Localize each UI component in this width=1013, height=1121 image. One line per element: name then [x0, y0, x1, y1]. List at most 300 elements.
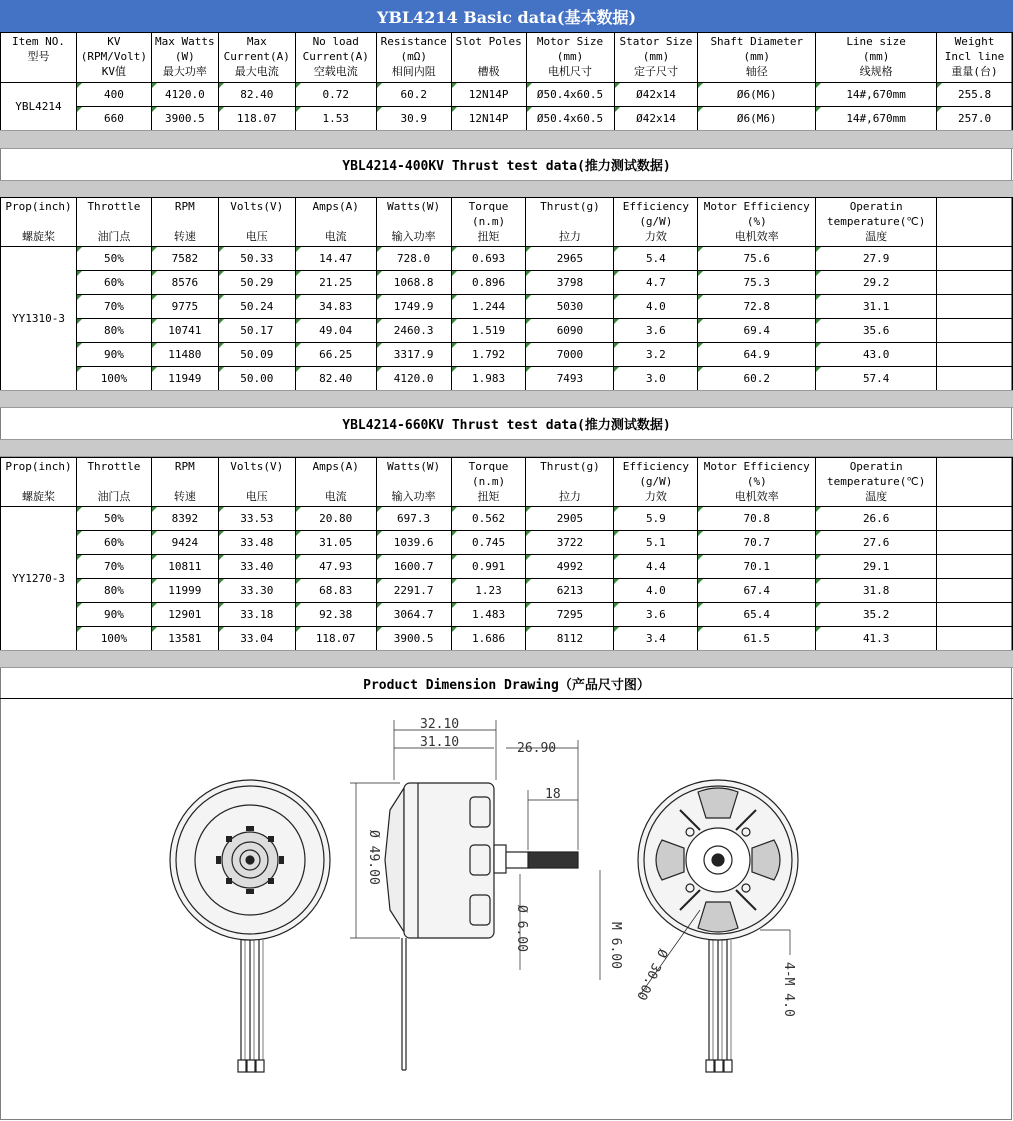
header-line: 电流: [324, 230, 347, 243]
header-line: 输入功率: [391, 490, 436, 503]
basic-header-1: [76, 33, 151, 83]
header-line: [219, 215, 295, 230]
data-cell: 33.48: [218, 531, 295, 555]
basic-cell: 257.0: [937, 107, 1013, 131]
basic-cell: 12N14P: [451, 83, 526, 107]
data-cell: 1.983: [451, 367, 526, 391]
table-row: [1, 555, 1013, 579]
data-cell: 10811: [151, 555, 218, 579]
data-cell: 43.0: [816, 343, 937, 367]
empty-cell: [937, 295, 1013, 319]
header-line: 输入功率: [391, 230, 436, 243]
data-cell: 9424: [151, 531, 218, 555]
header-line: (mm): [862, 50, 890, 63]
data-cell: 3317.9: [376, 343, 451, 367]
thrust-table-400kv: [0, 197, 1013, 391]
section-title-400kv: YBL4214-400KV Thrust test data(推力测试数据): [342, 159, 671, 174]
table-row: [1, 295, 1013, 319]
data-cell: 34.83: [295, 295, 376, 319]
data-cell: 75.3: [698, 271, 816, 295]
header-line: 油门点: [97, 230, 131, 243]
header-line: [77, 215, 151, 230]
header-line: Amps(A): [312, 460, 359, 473]
empty-header-cell: [937, 458, 1013, 507]
header-line: 油门点: [97, 490, 131, 503]
data-cell: 68.83: [295, 579, 376, 603]
table-row: [1, 507, 1013, 531]
header-line: Prop(inch): [5, 460, 72, 473]
data-cell: 3064.7: [376, 603, 451, 627]
basic-header-6: [451, 33, 526, 83]
header-line: Thrust(g): [540, 460, 600, 473]
basic-cell: 660: [76, 107, 151, 131]
data-cell: 61.5: [698, 627, 816, 651]
data-cell: 70.1: [698, 555, 816, 579]
empty-cell: [937, 579, 1013, 603]
thrust-header-8: [614, 198, 698, 247]
header-line: (%): [746, 215, 767, 228]
thrust-header-10: [816, 458, 937, 507]
data-cell: 70%: [76, 555, 151, 579]
dim-31-10: 31.10: [420, 735, 460, 750]
thrust-header-5: [376, 198, 451, 247]
basic-cell: 30.9: [376, 107, 451, 131]
table-row: [1, 531, 1013, 555]
data-cell: 33.30: [218, 579, 295, 603]
basic-cell: Ø50.4x60.5: [526, 107, 614, 131]
data-cell: 72.8: [698, 295, 816, 319]
data-cell: 9775: [151, 295, 218, 319]
data-cell: 67.4: [698, 579, 816, 603]
data-cell: 60%: [76, 531, 151, 555]
data-cell: 11949: [151, 367, 218, 391]
header-line: 转速: [173, 490, 196, 503]
header-line: Current(A): [302, 50, 369, 63]
header-line: 型号: [27, 50, 50, 63]
separator-band: [0, 130, 1013, 149]
thrust-header-1: [76, 458, 151, 507]
data-cell: 4.0: [614, 579, 698, 603]
data-cell: 27.6: [816, 531, 937, 555]
thrust-header-3: [218, 458, 295, 507]
header-line: RPM: [174, 460, 195, 473]
empty-cell: [937, 627, 1013, 651]
data-cell: 90%: [76, 603, 151, 627]
empty-cell: [937, 247, 1013, 271]
data-cell: 1039.6: [376, 531, 451, 555]
header-line: Motor Size: [536, 35, 604, 48]
header-line: Weight: [954, 35, 995, 48]
dim-26-90: 26.90: [517, 741, 557, 756]
dim-dia-30: Ø 30.00: [633, 946, 670, 1003]
sheet-title: YBL4214 Basic data(基本数据): [0, 0, 1013, 32]
empty-cell: [937, 319, 1013, 343]
basic-header-10: [816, 33, 937, 83]
thrust-header-9: [698, 198, 816, 247]
separator-band: [0, 650, 1013, 668]
empty-cell: [937, 271, 1013, 295]
data-cell: 2905: [526, 507, 614, 531]
data-cell: 1.244: [451, 295, 526, 319]
data-cell: 21.25: [295, 271, 376, 295]
data-cell: 11480: [151, 343, 218, 367]
table-row: [1, 271, 1013, 295]
header-line: 最大电流: [234, 65, 279, 78]
data-cell: 31.8: [816, 579, 937, 603]
empty-cell: [937, 555, 1013, 579]
data-cell: 50.33: [218, 247, 295, 271]
data-cell: 4120.0: [376, 367, 451, 391]
data-cell: 0.745: [451, 531, 526, 555]
data-cell: 2291.7: [376, 579, 451, 603]
header-line: Motor Efficiency: [703, 460, 810, 473]
header-line: Efficiency: [622, 200, 689, 213]
data-cell: 1.23: [451, 579, 526, 603]
basic-cell: Ø42x14: [614, 83, 698, 107]
header-line: KV: [107, 35, 121, 48]
table-row: [1, 627, 1013, 651]
thrust-table-660kv: [0, 457, 1013, 651]
data-cell: 64.9: [698, 343, 816, 367]
basic-cell: 82.40: [218, 83, 295, 107]
data-cell: 8576: [151, 271, 218, 295]
thrust-header-3: [218, 198, 295, 247]
header-line: Thrust(g): [540, 200, 600, 213]
data-cell: 31.05: [295, 531, 376, 555]
empty-header-cell: [937, 198, 1013, 247]
header-line: No load: [312, 35, 359, 48]
header-line: Operatin: [849, 200, 903, 213]
header-line: Operatin: [849, 460, 903, 473]
header-line: Volts(V): [230, 200, 284, 213]
data-cell: 27.9: [816, 247, 937, 271]
header-line: [452, 50, 526, 65]
header-line: temperature(℃): [826, 475, 926, 488]
table-row: [1, 319, 1013, 343]
header-line: 力效: [644, 230, 667, 243]
data-cell: 4992: [526, 555, 614, 579]
table-row: [1, 247, 1013, 271]
basic-cell: 0.72: [295, 83, 376, 107]
table-row: [1, 579, 1013, 603]
data-cell: 50.09: [218, 343, 295, 367]
header-line: 电机效率: [734, 230, 779, 243]
header-line: 重量(台): [951, 65, 998, 78]
header-line: (mm): [743, 50, 771, 63]
header-line: 转速: [173, 230, 196, 243]
basic-cell: 118.07: [218, 107, 295, 131]
data-cell: 80%: [76, 579, 151, 603]
header-line: 温度: [865, 490, 888, 503]
dim-m6: M 6.00: [608, 922, 623, 969]
header-line: (mm): [642, 50, 670, 63]
separator-band: [0, 180, 1013, 198]
empty-cell: [937, 367, 1013, 391]
header-line: 定子尺寸: [633, 65, 678, 78]
header-line: 相间内阻: [391, 65, 436, 78]
data-cell: 1068.8: [376, 271, 451, 295]
data-cell: 100%: [76, 367, 151, 391]
header-line: 电压: [245, 490, 268, 503]
data-cell: 0.991: [451, 555, 526, 579]
data-cell: 0.693: [451, 247, 526, 271]
data-cell: 7295: [526, 603, 614, 627]
data-cell: 2460.3: [376, 319, 451, 343]
data-cell: 7582: [151, 247, 218, 271]
header-line: Stator Size: [619, 35, 693, 48]
header-line: Efficiency: [622, 460, 689, 473]
data-cell: 5.9: [614, 507, 698, 531]
header-line: 线规格: [859, 65, 893, 78]
data-cell: 70.8: [698, 507, 816, 531]
header-line: [1, 65, 76, 80]
data-cell: 3.4: [614, 627, 698, 651]
data-cell: 118.07: [295, 627, 376, 651]
data-cell: 1749.9: [376, 295, 451, 319]
data-cell: 65.4: [698, 603, 816, 627]
data-cell: 3.6: [614, 319, 698, 343]
header-line: [526, 215, 613, 230]
data-cell: 26.6: [816, 507, 937, 531]
data-cell: 33.18: [218, 603, 295, 627]
prop-cell: YY1270-3: [1, 507, 77, 651]
empty-cell: [937, 531, 1013, 555]
data-cell: 50%: [76, 507, 151, 531]
header-line: [77, 475, 151, 490]
header-line: (RPM/Volt): [80, 50, 147, 63]
dimension-drawing: [0, 700, 1013, 1120]
header-line: Max Watts: [155, 35, 215, 48]
data-cell: 60%: [76, 271, 151, 295]
header-line: (W): [174, 50, 195, 63]
data-cell: 29.1: [816, 555, 937, 579]
header-line: 螺旋桨: [21, 230, 55, 243]
header-line: 空载电流: [313, 65, 358, 78]
header-line: 扭矩: [477, 490, 500, 503]
header-line: (g/W): [639, 215, 673, 228]
thrust-header-4: [295, 198, 376, 247]
header-line: KV值: [101, 65, 127, 78]
header-line: 扭矩: [477, 230, 500, 243]
test400-header-row: [1, 198, 1013, 247]
data-cell: 12901: [151, 603, 218, 627]
data-cell: 70.7: [698, 531, 816, 555]
header-line: Watts(W): [387, 460, 441, 473]
table-row: [1, 603, 1013, 627]
data-cell: 100%: [76, 627, 151, 651]
basic-header-4: [295, 33, 376, 83]
basic-header-9: [698, 33, 816, 83]
thrust-header-1: [76, 198, 151, 247]
data-cell: 90%: [76, 343, 151, 367]
header-line: (mm): [556, 50, 584, 63]
basic-cell: Ø6(M6): [698, 83, 816, 107]
data-cell: 66.25: [295, 343, 376, 367]
thrust-header-7: [526, 198, 614, 247]
header-line: RPM: [174, 200, 195, 213]
header-line: Torque: [468, 460, 509, 473]
data-cell: 1.483: [451, 603, 526, 627]
data-cell: 82.40: [295, 367, 376, 391]
data-cell: 75.6: [698, 247, 816, 271]
header-line: Throttle: [87, 460, 141, 473]
thrust-header-2: [151, 458, 218, 507]
dim-dia-49: Ø 49.00: [366, 830, 381, 885]
data-cell: 3798: [526, 271, 614, 295]
header-line: [1, 215, 76, 230]
header-line: 电流: [324, 490, 347, 503]
section-title-660kv: YBL4214-660KV Thrust test data(推力测试数据): [342, 418, 671, 433]
data-cell: 14.47: [295, 247, 376, 271]
header-line: (%): [746, 475, 767, 488]
data-cell: 57.4: [816, 367, 937, 391]
basic-header-2: [151, 33, 218, 83]
data-cell: 70%: [76, 295, 151, 319]
header-line: Throttle: [87, 200, 141, 213]
data-cell: 3.2: [614, 343, 698, 367]
thrust-header-5: [376, 458, 451, 507]
thrust-header-10: [816, 198, 937, 247]
data-cell: 1600.7: [376, 555, 451, 579]
basic-header-5: [376, 33, 451, 83]
thrust-header-0: [1, 458, 77, 507]
data-cell: 50.00: [218, 367, 295, 391]
data-cell: 3900.5: [376, 627, 451, 651]
data-cell: 29.2: [816, 271, 937, 295]
data-cell: 50.29: [218, 271, 295, 295]
data-cell: 60.2: [698, 367, 816, 391]
header-line: (n.m): [471, 215, 506, 228]
data-cell: 35.2: [816, 603, 937, 627]
thrust-header-7: [526, 458, 614, 507]
basic-cell: Ø6(M6): [698, 107, 816, 131]
header-line: Line size: [846, 35, 906, 48]
header-line: Shaft Diameter: [710, 35, 804, 48]
header-line: Item NO.: [11, 35, 65, 48]
basic-cell: 3900.5: [151, 107, 218, 131]
data-cell: 5.1: [614, 531, 698, 555]
header-line: 温度: [865, 230, 888, 243]
separator-band: [0, 390, 1013, 408]
basic-cell: Ø42x14: [614, 107, 698, 131]
table-row: [1, 367, 1013, 391]
thrust-header-9: [698, 458, 816, 507]
data-cell: 7493: [526, 367, 614, 391]
header-line: Amps(A): [312, 200, 359, 213]
data-cell: 1.686: [451, 627, 526, 651]
header-line: Watts(W): [387, 200, 441, 213]
data-cell: 4.7: [614, 271, 698, 295]
header-line: Current(A): [223, 50, 290, 63]
dim-18: 18: [545, 787, 561, 802]
header-line: 拉力: [558, 230, 581, 243]
front-view: [170, 780, 330, 1072]
data-cell: 47.93: [295, 555, 376, 579]
data-cell: 80%: [76, 319, 151, 343]
header-line: [296, 215, 376, 230]
basic-cell: 255.8: [937, 83, 1013, 107]
data-cell: 35.6: [816, 319, 937, 343]
basic-header-row: [1, 33, 1013, 83]
data-cell: 5030: [526, 295, 614, 319]
data-cell: 6213: [526, 579, 614, 603]
thrust-header-6: [451, 198, 526, 247]
header-line: Volts(V): [230, 460, 284, 473]
basic-header-7: [526, 33, 614, 83]
basic-row-660kv: [1, 107, 1013, 131]
basic-cell: 12N14P: [451, 107, 526, 131]
header-line: 最大功率: [162, 65, 207, 78]
data-cell: 33.53: [218, 507, 295, 531]
data-cell: 8112: [526, 627, 614, 651]
header-line: [152, 475, 218, 490]
thrust-header-8: [614, 458, 698, 507]
header-line: 槽极: [477, 65, 500, 78]
empty-cell: [937, 343, 1013, 367]
header-line: 电机效率: [734, 490, 779, 503]
header-line: 电压: [245, 230, 268, 243]
header-line: Incl line: [944, 50, 1005, 63]
data-cell: 31.1: [816, 295, 937, 319]
empty-cell: [937, 603, 1013, 627]
empty-cell: [937, 507, 1013, 531]
data-cell: 728.0: [376, 247, 451, 271]
dim-holes: 4-M 4.0: [781, 962, 796, 1017]
data-cell: 50.24: [218, 295, 295, 319]
drawing-title: Product Dimension Drawing（产品尺寸图）: [0, 668, 1013, 699]
data-cell: 50.17: [218, 319, 295, 343]
table-row: [1, 343, 1013, 367]
basic-data-table: [0, 32, 1013, 131]
data-cell: 5.4: [614, 247, 698, 271]
data-cell: 50%: [76, 247, 151, 271]
data-cell: 41.3: [816, 627, 937, 651]
basic-cell: 60.2: [376, 83, 451, 107]
data-cell: 69.4: [698, 319, 816, 343]
basic-header-8: [614, 33, 698, 83]
header-line: (mΩ): [400, 50, 427, 63]
header-line: Torque: [468, 200, 509, 213]
basic-header-11: [937, 33, 1013, 83]
data-cell: 6090: [526, 319, 614, 343]
header-line: Max: [246, 35, 267, 48]
basic-cell: 1.53: [295, 107, 376, 131]
header-line: (n.m): [471, 475, 506, 488]
header-line: 螺旋桨: [21, 490, 55, 503]
thrust-header-6: [451, 458, 526, 507]
data-cell: 20.80: [295, 507, 376, 531]
header-line: Prop(inch): [5, 200, 72, 213]
header-line: 轴径: [745, 65, 768, 78]
header-line: Resistance: [380, 35, 447, 48]
basic-cell: 4120.0: [151, 83, 218, 107]
header-line: [526, 475, 613, 490]
basic-cell: 14#,670mm: [816, 83, 937, 107]
rear-view: [638, 780, 798, 1072]
data-cell: 8392: [151, 507, 218, 531]
header-line: [219, 475, 295, 490]
thrust-header-2: [151, 198, 218, 247]
header-line: temperature(℃): [826, 215, 926, 228]
basic-cell: 400: [76, 83, 151, 107]
basic-cell: Ø50.4x60.5: [526, 83, 614, 107]
data-cell: 49.04: [295, 319, 376, 343]
basic-row-400kv: [1, 83, 1013, 107]
basic-header-0: [1, 33, 77, 83]
header-line: 电机尺寸: [548, 65, 593, 78]
header-line: [152, 215, 218, 230]
dim-32-10: 32.10: [420, 717, 460, 732]
